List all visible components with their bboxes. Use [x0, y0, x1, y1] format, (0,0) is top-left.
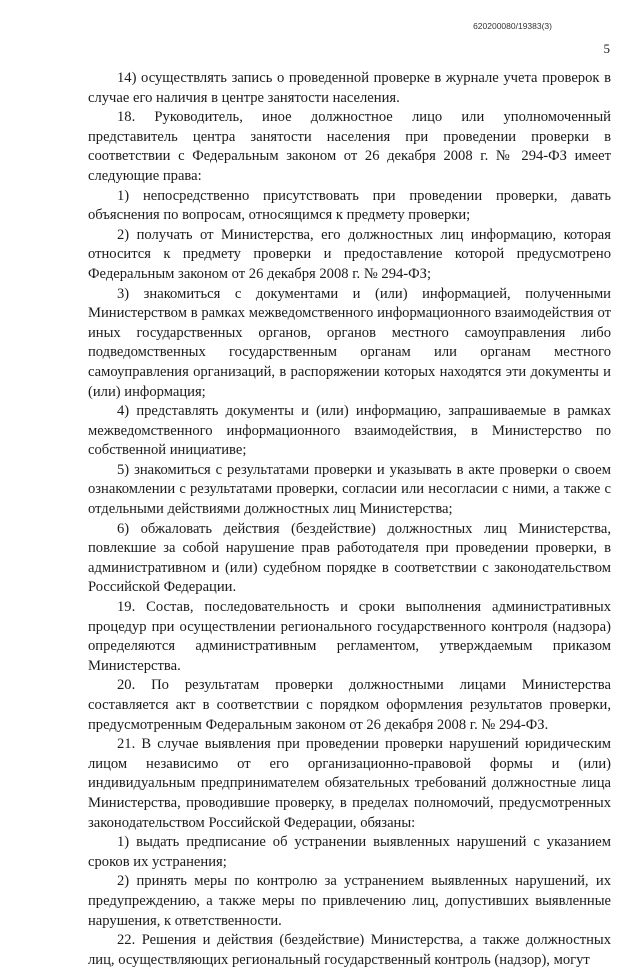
document-body: [88, 69, 611, 970]
paragraph: 18. Руководитель, иное должностное лицо или уполномоченный представитель центра занятости населения при проведении проверки в соответствии с Федеральным законом от 26 декабря 2008 г. № 294-ФЗ имеет следующие права:: [88, 109, 611, 184]
paragraph: 1) выдать предписание об устранении выявленных нарушений с указанием сроков их устранения;: [88, 834, 611, 870]
paragraph: 4) представлять документы и (или) информацию, запрашиваемые в рамках межведомственного информационного взаимодействия, в Министерство по собственной инициативе;: [88, 403, 611, 459]
paragraph: 6) обжаловать действия (бездействие) должностных лиц Министерства, повлекшие за собой нарушение прав работодателя при проведении проверки, в административном и (или) судебном порядке в соответствии с законодательством Российской Федерации.: [88, 520, 611, 596]
page-number: 5: [603, 41, 610, 56]
paragraph: 22. Решения и действия (бездействие) Министерства, а также должностных лиц, осуществляющих региональный государственный контроль (надзор), могут: [88, 932, 611, 968]
paragraph: 14) осуществлять запись о проведенной проверке в журнале учета проверок в случае его наличия в центре занятости населения.: [88, 70, 611, 106]
paragraph: 21. В случае выявления при проведении проверки нарушений юридическим лицом независимо от его организационно-правовой формы и (или) индивидуальным предпринимателем обязательных требований должностные лица Министерства, проводившие проверку, в пределах полномочий, предусмотренных законодательством Российской Федерации, обязаны:: [88, 736, 611, 831]
paragraph: 1) непосредственно присутствовать при проведении проверки, давать объяснения по вопросам, относящимся к предмету проверки;: [88, 187, 611, 224]
paragraph: 2) принять меры по контролю за устранением выявленных нарушений, их предупреждению, а также меры по привлечению лиц, допустивших выявленные нарушения, к ответственности.: [88, 873, 611, 929]
paragraph: 2) получать от Министерства, его должностных лиц информацию, которая относится к предмету проверки и предоставление которой предусмотрено Федеральным законом от 26 декабря 2008 г. № 294-ФЗ;: [88, 226, 611, 282]
document-code: 620200080/19383(3): [473, 21, 552, 31]
paragraph: 20. По результатам проверки должностными лицами Министерства составляется акт в соответствии с порядком оформления результатов проверки, предусмотренным Федеральным законом от 26 декабря 2008 г. № 294-ФЗ.: [88, 677, 611, 733]
paragraph: 3) знакомиться с документами и (или) информацией, полученными Министерством в рамках межведомственного информационного взаимодействия от иных государственных органов, органов местного самоуправления либо подведомственных государственным органам или органам местного самоуправления организаций, в распоряжении которых находятся эти документы и (или) информация;: [88, 285, 611, 400]
paragraph: 5) знакомиться с результатами проверки и указывать в акте проверки о своем ознакомлении с результатами проверки, согласии или несогласии с ними, а также с отдельными действиями должностных лиц Министерства;: [88, 461, 611, 518]
paragraph: 19. Состав, последовательность и сроки выполнения административных процедур при осуществлении регионального государственного контроля (надзора) определяются административным регламентом, утверждаемым приказом Министерства.: [88, 599, 611, 674]
